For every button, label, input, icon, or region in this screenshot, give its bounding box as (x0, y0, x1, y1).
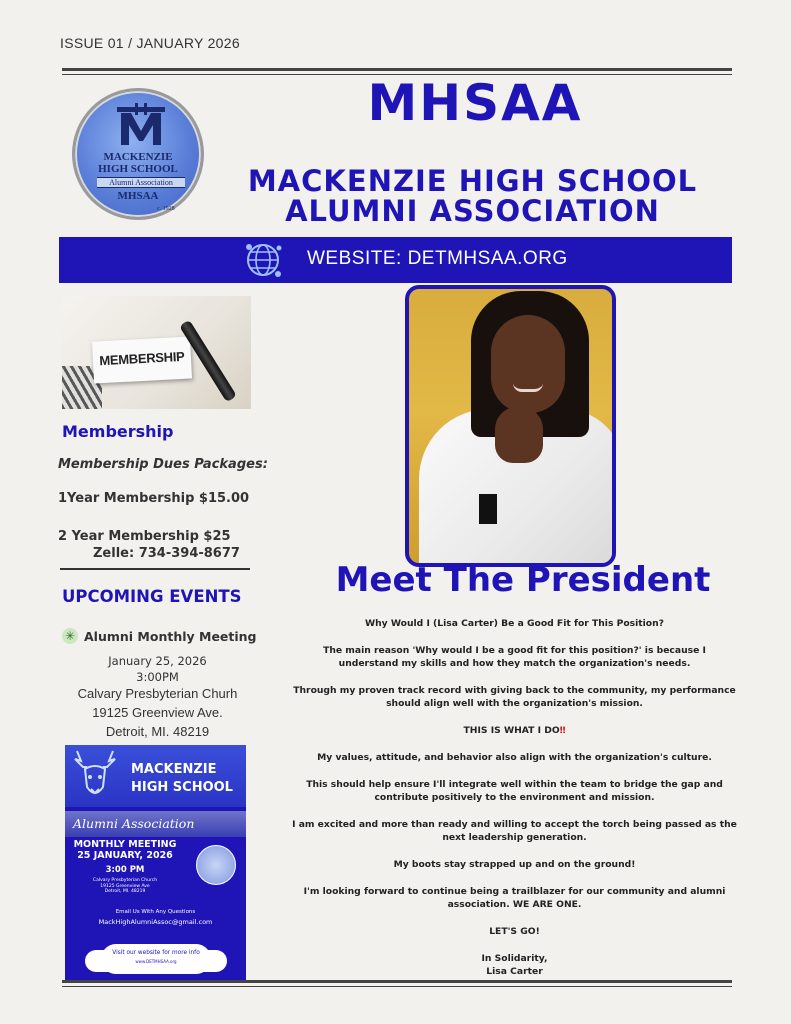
zelle-number: Zelle: 734-394-8677 (93, 546, 240, 561)
section-divider (60, 568, 250, 570)
president-photo (405, 285, 616, 567)
seal-acronym: MHSAA (117, 190, 159, 202)
asterisk-icon: ✳ (62, 628, 78, 644)
photo-shirt (479, 494, 497, 524)
two-year-membership: 2 Year Membership $25 (58, 529, 231, 544)
flyer-site-link[interactable]: www.DETMHSAA.org (135, 959, 177, 964)
seal-established: c. 1928 (157, 206, 175, 212)
flyer-meeting: MONTHLY MEETING 25 JANUARY, 2026 (73, 839, 177, 861)
event-date: January 25, 2026 (108, 654, 207, 668)
membership-card (92, 336, 192, 383)
seal-banner: Alumni Association (97, 177, 185, 188)
flyer-email[interactable]: MackHighAlumniAssoc@gmail.com (98, 918, 213, 926)
membership-heading: Membership (62, 422, 174, 441)
double-exclamation-icon: ‼ (559, 725, 566, 736)
flyer-association: Alumni Association (73, 816, 195, 831)
seal-school-name: MACKENZIE HIGH SCHOOL (98, 151, 178, 175)
flyer-address: Calvary Presbyterian Church 19125 Greenview Ave Detroit, MI. 48219 (92, 878, 158, 894)
letter-paragraph-7: My boots stay strapped up and on the ground! (393, 859, 636, 870)
flyer-seal-icon (196, 845, 236, 885)
letter-signoff: In Solidarity, (481, 953, 548, 964)
letter-paragraph-8: I'm looking forward to continue being a trailblazer for our community and alumni association. WE ARE ONE. (303, 886, 726, 911)
letter-paragraph-5: This should help ensure I'll integrate well within the team to bridge the gap and contribute positively to the environment and mission. (306, 779, 723, 804)
letter-paragraph-3: THIS IS WHAT I DO‼ (463, 725, 566, 736)
flyer-website-cloud (101, 944, 211, 974)
flyer-time: 3:00 PM (105, 865, 145, 875)
top-rule (62, 68, 732, 71)
globe-network-icon (241, 239, 285, 281)
letter-paragraph-6: I am excited and more than ready and willing to accept the torch being passed as the next leadership generation. (292, 819, 737, 844)
meeting-flyer (65, 745, 246, 982)
flyer-visit-text: Visit our website for more info (112, 950, 200, 956)
masthead-title: MHSAA (367, 74, 583, 132)
membership-card-label: MEMBERSHIP (99, 348, 185, 369)
president-heading: Meet The President (335, 560, 711, 600)
website-url[interactable]: WEBSITE: DETMHSAA.ORG (307, 248, 568, 269)
letter-question: Why Would I (Lisa Carter) Be a Good Fit for This Position? (365, 618, 664, 629)
photo-hands (495, 407, 543, 463)
mh-monogram-icon (113, 101, 169, 149)
dues-heading: Membership Dues Packages: (58, 457, 268, 472)
letter-paragraph-4: My values, attitude, and behavior also align with the organization's culture. (317, 752, 712, 763)
flyer-school-name: MACKENZIE HIGH SCHOOL (131, 762, 233, 795)
event-time: 3:00PM (136, 670, 179, 684)
alumni-association-seal (72, 88, 204, 220)
stag-mascot-icon (67, 747, 123, 805)
membership-photo (62, 296, 251, 409)
bottom-rule-thin (62, 986, 732, 987)
flyer-email-label: Email Us With Any Questions (115, 909, 196, 915)
letter-paragraph-2: Through my proven track record with giving back to the community, my performance should align well with the organization's mission. (293, 685, 736, 710)
event-title: Alumni Monthly Meeting (84, 629, 257, 644)
bottom-rule (62, 980, 732, 983)
photo-smile (513, 383, 543, 392)
letter-signature: Lisa Carter (486, 966, 543, 977)
photo-face (491, 315, 565, 413)
website-banner[interactable] (59, 237, 732, 283)
masthead-subtitle: MACKENZIE HIGH SCHOOL ALUMNI ASSOCIATION (247, 164, 698, 228)
issue-date: ISSUE 01 / JANUARY 2026 (60, 35, 240, 51)
letter-paragraph-9: LET'S GO! (489, 926, 540, 937)
event-address-1: 19125 Greenview Ave. (92, 705, 223, 720)
one-year-membership: 1Year Membership $15.00 (58, 491, 250, 506)
letter-paragraph-1: The main reason 'Why would I be a good fit for this position?' is because I understand my skills and how they match the organization's needs. (323, 645, 706, 670)
event-address-2: Detroit, MI. 48219 (105, 724, 210, 739)
events-heading: UPCOMING EVENTS (62, 587, 242, 606)
event-place: Calvary Presbyterian Churh (77, 686, 238, 701)
